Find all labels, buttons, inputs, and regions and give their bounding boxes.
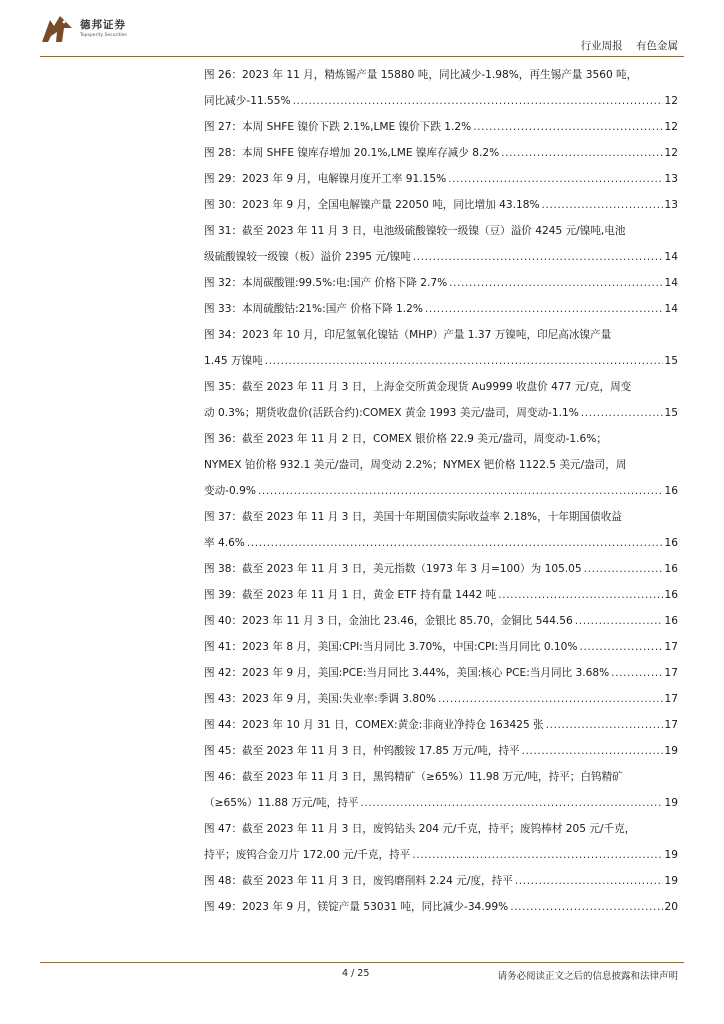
toc-entry-text: 图 35：截至 2023 年 11 月 3 日，上海金交所黄金现货 Au9999 收盘价 477 元/克，周变 bbox=[204, 381, 632, 393]
toc-entry-line bbox=[204, 322, 678, 348]
dot-leader bbox=[265, 348, 663, 374]
toc-entry-text: 同比减少-11.55% bbox=[204, 95, 291, 107]
toc-entry-line bbox=[204, 270, 678, 296]
toc-entry-text: 图 31：截至 2023 年 11 月 3 日，电池级硫酸镍较一级镍（豆）溢价 4245 元/镍吨,电池 bbox=[204, 225, 626, 237]
toc-page-number: 20 bbox=[664, 901, 678, 913]
dot-leader bbox=[425, 296, 663, 322]
company-logo bbox=[40, 14, 127, 44]
toc-entry-text: 图 38：截至 2023 年 11 月 3 日，美元指数（1973 年 3 月=100）为 105.05 bbox=[204, 563, 582, 575]
dot-leader bbox=[611, 660, 662, 686]
toc-entry[interactable] bbox=[204, 192, 678, 218]
dot-leader bbox=[412, 842, 662, 868]
toc-entry[interactable] bbox=[204, 504, 678, 556]
toc-entry-line bbox=[204, 296, 678, 322]
toc-entry-line bbox=[204, 478, 678, 504]
logo-icon bbox=[40, 14, 74, 44]
toc-entry-line bbox=[204, 634, 678, 660]
dot-leader bbox=[473, 114, 662, 140]
toc-entry-text: 图 45：截至 2023 年 11 月 3 日，仲钨酸铵 17.85 万元/吨，持平 bbox=[204, 745, 520, 757]
toc-entry-text: 率 4.6% bbox=[204, 537, 245, 549]
toc-page-number: 16 bbox=[664, 485, 678, 497]
toc-entry-line bbox=[204, 426, 678, 452]
dot-leader bbox=[247, 530, 663, 556]
toc-entry[interactable] bbox=[204, 894, 678, 920]
toc-page-number: 19 bbox=[664, 875, 678, 887]
dot-leader bbox=[584, 556, 663, 582]
dot-leader bbox=[581, 400, 663, 426]
sector-label: 有色金属 bbox=[636, 40, 678, 52]
toc-page-number: 17 bbox=[664, 693, 678, 705]
page-number: 4 / 25 bbox=[342, 968, 370, 979]
toc-entry[interactable] bbox=[204, 270, 678, 296]
toc-entry-line bbox=[204, 842, 678, 868]
logo-name-en: Topsperity Securities bbox=[80, 33, 127, 38]
toc-entry-line bbox=[204, 530, 678, 556]
toc-entry[interactable] bbox=[204, 868, 678, 894]
footer-divider bbox=[40, 962, 684, 963]
header-divider bbox=[40, 56, 684, 57]
toc-entry-line bbox=[204, 660, 678, 686]
toc-entry-line bbox=[204, 114, 678, 140]
toc-entry[interactable] bbox=[204, 296, 678, 322]
dot-leader bbox=[360, 790, 662, 816]
toc-entry[interactable] bbox=[204, 582, 678, 608]
toc-entry[interactable] bbox=[204, 738, 678, 764]
toc-entry-text: 图 48：截至 2023 年 11 月 3 日，废钨磨削料 2.24 元/度，持平 bbox=[204, 875, 513, 887]
dot-leader bbox=[515, 868, 663, 894]
toc-entry[interactable] bbox=[204, 166, 678, 192]
dot-leader bbox=[448, 166, 662, 192]
toc-page-number: 17 bbox=[664, 667, 678, 679]
toc-entry-line bbox=[204, 244, 678, 270]
toc-page-number: 12 bbox=[664, 147, 678, 159]
toc-entry-text: 持平；废钨合金刀片 172.00 元/千克，持平 bbox=[204, 849, 411, 861]
toc-entry-text: 图 42：2023 年 9 月，美国:PCE:当月同比 3.44%，美国:核心 PCE:当月同比 3.68% bbox=[204, 667, 610, 679]
toc-entry[interactable] bbox=[204, 712, 678, 738]
toc-entry[interactable] bbox=[204, 608, 678, 634]
toc-entry-line bbox=[204, 556, 678, 582]
toc-entry-line bbox=[204, 894, 678, 920]
toc-entry[interactable] bbox=[204, 114, 678, 140]
toc-entry-text: 图 36：截至 2023 年 11 月 2 日，COMEX 银价格 22.9 美元/盎司，周变动-1.6%； bbox=[204, 433, 607, 445]
toc-entry-text: 变动-0.9% bbox=[204, 485, 256, 497]
toc-entry[interactable] bbox=[204, 634, 678, 660]
toc-entry-text: 图 46：截至 2023 年 11 月 3 日，黑钨精矿（≥65%）11.98 万元/吨，持平；白钨精矿 bbox=[204, 771, 623, 783]
toc-page-number: 13 bbox=[664, 199, 678, 211]
toc-entry-text: （≥65%）11.88 万元/吨，持平 bbox=[204, 797, 359, 809]
toc-page-number: 14 bbox=[664, 277, 678, 289]
dot-leader bbox=[293, 88, 663, 114]
toc-entry-text: 图 41：2023 年 8 月，美国:CPI:当月同比 3.70%，中国:CPI:当月同比 0.10% bbox=[204, 641, 578, 653]
toc-entry[interactable] bbox=[204, 426, 678, 504]
dot-leader bbox=[522, 738, 663, 764]
toc-entry-text: 图 29：2023 年 9 月，电解镍月度开工率 91.15% bbox=[204, 173, 447, 185]
toc-entry-text: 级硫酸镍较一级镍（板）溢价 2395 元/镍吨 bbox=[204, 251, 411, 263]
toc-page-number: 17 bbox=[664, 641, 678, 653]
toc-entry-line bbox=[204, 62, 678, 88]
toc-entry[interactable] bbox=[204, 140, 678, 166]
toc-page-number: 16 bbox=[664, 563, 678, 575]
toc-entry-text: 图 27：本周 SHFE 镍价下跌 2.1%,LME 镍价下跌 1.2% bbox=[204, 121, 472, 133]
toc-entry-line bbox=[204, 608, 678, 634]
toc-entry-text: 图 37：截至 2023 年 11 月 3 日，美国十年期国债实际收益率 2.18%，十年期国债收益 bbox=[204, 511, 622, 523]
disclaimer: 请务必阅读正文之后的信息披露和法律声明 bbox=[497, 971, 678, 982]
toc-entry-text: 图 39：截至 2023 年 11 月 1 日，黄金 ETF 持有量 1442 吨 bbox=[204, 589, 497, 601]
toc-entry-text: 图 40：2023 年 11 月 3 日，金油比 23.46，金银比 85.70，金铜比 544.56 bbox=[204, 615, 573, 627]
report-type: 行业周报 bbox=[580, 40, 623, 52]
toc-entry-line bbox=[204, 452, 678, 478]
toc-page-number: 19 bbox=[664, 797, 678, 809]
toc-entry-line bbox=[204, 790, 678, 816]
toc-page-number: 16 bbox=[664, 537, 678, 549]
toc-page-number: 17 bbox=[664, 719, 678, 731]
toc-page-number: 14 bbox=[664, 251, 678, 263]
logo-name-cn: 德邦证券 bbox=[80, 19, 126, 31]
toc-entry-line bbox=[204, 816, 678, 842]
toc-page-number: 15 bbox=[664, 355, 678, 367]
toc-entry[interactable] bbox=[204, 62, 678, 114]
page-header bbox=[0, 0, 724, 60]
toc-entry-line bbox=[204, 764, 678, 790]
toc-page-number: 16 bbox=[664, 615, 678, 627]
toc-entry-text: NYMEX 铂价格 932.1 美元/盎司，周变动 2.2%；NYMEX 钯价格 1122.5 美元/盎司，周 bbox=[204, 459, 627, 471]
toc-page-number: 19 bbox=[664, 849, 678, 861]
toc-page-number: 12 bbox=[664, 121, 678, 133]
header-labels bbox=[581, 38, 678, 53]
toc-entry[interactable] bbox=[204, 816, 678, 868]
toc-entry-line bbox=[204, 218, 678, 244]
toc-entry-text: 图 47：截至 2023 年 11 月 3 日，废钨钻头 204 元/千克，持平；废钨棒材 205 元/千克， bbox=[204, 823, 636, 835]
toc-entry[interactable] bbox=[204, 660, 678, 686]
toc-entry-text: 图 32：本周碳酸锂:99.5%:电:国产 价格下降 2.7% bbox=[204, 277, 448, 289]
dot-leader bbox=[413, 244, 663, 270]
toc-entry-text: 图 34：2023 年 10 月，印尼氢氧化镍钴（MHP）产量 1.37 万镍吨，印尼高冰镍产量 bbox=[204, 329, 612, 341]
toc-entry-text: 图 33：本周硫酸钴:21%:国产 价格下降 1.2% bbox=[204, 303, 423, 315]
toc-entry[interactable] bbox=[204, 218, 678, 270]
dot-leader bbox=[258, 478, 663, 504]
dot-leader bbox=[449, 270, 662, 296]
toc-page-number: 19 bbox=[664, 745, 678, 757]
dot-leader bbox=[438, 686, 663, 712]
toc-entry-line bbox=[204, 348, 678, 374]
toc-entry-line bbox=[204, 868, 678, 894]
toc-entry-text: 图 43：2023 年 9 月，美国:失业率:季调 3.80% bbox=[204, 693, 436, 705]
dot-leader bbox=[498, 582, 662, 608]
toc-entry-text: 图 30：2023 年 9 月，全国电解镍产量 22050 吨，同比增加 43.18% bbox=[204, 199, 540, 211]
toc-entry-line bbox=[204, 738, 678, 764]
toc-entry[interactable] bbox=[204, 764, 678, 816]
toc-entry-line bbox=[204, 88, 678, 114]
toc-entry[interactable] bbox=[204, 374, 678, 426]
toc-entry-line bbox=[204, 140, 678, 166]
toc-entry-text: 图 44：2023 年 10 月 31 日，COMEX:黄金:非商业净持仓 163425 张 bbox=[204, 719, 544, 731]
dot-leader bbox=[546, 712, 663, 738]
toc-entry-line bbox=[204, 192, 678, 218]
dot-leader bbox=[510, 894, 662, 920]
toc-entry-line bbox=[204, 712, 678, 738]
dot-leader bbox=[579, 634, 662, 660]
toc-page-number: 14 bbox=[664, 303, 678, 315]
toc-entry-text: 动 0.3%；期货收盘价(活跃合约):COMEX 黄金 1993 美元/盎司，周变动-1.1% bbox=[204, 407, 579, 419]
toc-entry-line bbox=[204, 686, 678, 712]
toc-page-number: 13 bbox=[664, 173, 678, 185]
dot-leader bbox=[501, 140, 662, 166]
dot-leader bbox=[542, 192, 663, 218]
toc-entry-text: 图 49：2023 年 9 月，镁锭产量 53031 吨，同比减少-34.99% bbox=[204, 901, 509, 913]
toc-entry-line bbox=[204, 504, 678, 530]
toc-entry-text: 图 26：2023 年 11 月，精炼锡产量 15880 吨，同比减少-1.98%，再生锡产量 3560 吨， bbox=[204, 69, 638, 81]
dot-leader bbox=[575, 608, 663, 634]
toc-page-number: 12 bbox=[664, 95, 678, 107]
toc-page-number: 15 bbox=[664, 407, 678, 419]
toc-page-number: 16 bbox=[664, 589, 678, 601]
figure-list bbox=[204, 62, 678, 920]
toc-entry-text: 1.45 万镍吨 bbox=[204, 355, 263, 367]
toc-entry-line bbox=[204, 400, 678, 426]
toc-entry-line bbox=[204, 582, 678, 608]
toc-entry-line bbox=[204, 166, 678, 192]
toc-entry[interactable] bbox=[204, 322, 678, 374]
toc-entry-text: 图 28：本周 SHFE 镍库存增加 20.1%,LME 镍库存减少 8.2% bbox=[204, 147, 500, 159]
toc-entry[interactable] bbox=[204, 556, 678, 582]
toc-entry-line bbox=[204, 374, 678, 400]
toc-entry[interactable] bbox=[204, 686, 678, 712]
